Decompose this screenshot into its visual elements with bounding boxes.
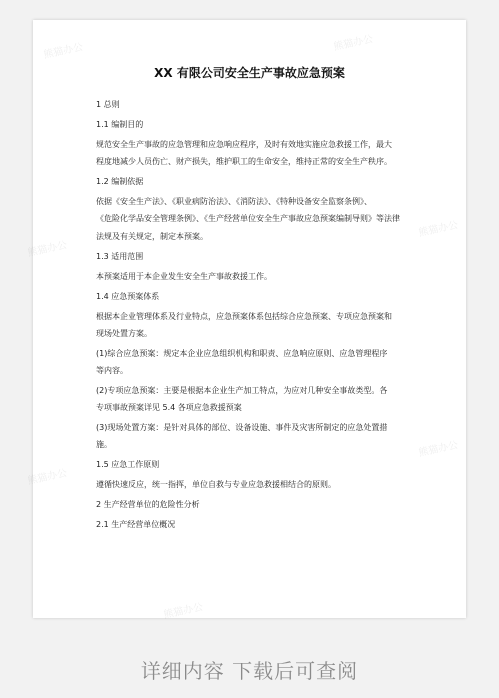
body-text: 法规及有关规定，制定本预案。: [96, 232, 208, 241]
body-text: 施。: [96, 440, 112, 449]
body-text: (3)现场处置方案：是针对具体的部位、设备设施、事件及灾害所制定的应急处置措: [96, 423, 388, 432]
section-heading: 1.1 编制目的: [96, 120, 144, 129]
watermark: 熊猫办公: [332, 33, 375, 53]
body-text: 《危险化学品安全管理条例》、《生产经营单位安全生产事故应急预案编制导则》等法律: [96, 214, 400, 223]
document-page: [26, 20, 466, 621]
body-text: 规范安全生产事故的应急管理和应急响应程序，及时有效地实施应急救援工作，最大: [96, 140, 392, 149]
document-title: XX 有限公司安全生产事故应急预案: [154, 66, 345, 80]
section-heading: 1.3 适用范围: [96, 252, 144, 261]
body-text: 专项事故预案详见 5.4 各项应急救援预案: [96, 403, 242, 412]
section-heading: 2 生产经营单位的危险性分析: [96, 500, 200, 509]
watermark: 熊猫办公: [26, 239, 69, 259]
watermark: 熊猫办公: [417, 219, 460, 239]
watermark: 熊猫办公: [162, 601, 205, 621]
section-heading: 1.5 应急工作原则: [96, 460, 160, 469]
section-heading: 1.4 应急预案体系: [96, 292, 160, 301]
section-heading: 2.1 生产经营单位概况: [96, 520, 176, 529]
watermark: 熊猫办公: [417, 439, 460, 459]
body-text: (1)综合应急预案：规定本企业应急组织机构和职责、应急响应原则、应急管理程序: [96, 349, 388, 358]
watermark: 熊猫办公: [42, 41, 85, 61]
body-text: 遵循快速反应，统一指挥，单位自救与专业应急救援相结合的原则。: [96, 480, 336, 489]
body-text: (2)专项应急预案：主要是根据本企业生产加工特点，为应对几种安全事故类型。各: [96, 386, 388, 395]
section-heading: 1 总则: [96, 100, 120, 109]
section-heading: 1.2 编制依据: [96, 177, 144, 186]
body-text: 现场处置方案。: [96, 329, 152, 338]
download-prompt: 详细内容 下载后可查阅: [140, 659, 359, 683]
body-text: 程度地减少人员伤亡、财产损失，维护职工的生命安全，维持正常的安全生产秩序。: [96, 157, 392, 166]
body-text: 本预案适用于本企业发生安全生产事故救援工作。: [96, 272, 272, 281]
body-text: 依据《安全生产法》、《职业病防治法》、《消防法》、《特种设备安全监察条例》、: [96, 197, 372, 206]
watermark: 熊猫办公: [26, 467, 69, 487]
body-text: 等内容。: [96, 366, 128, 375]
body-text: 根据本企业管理体系及行业特点，应急预案体系包括综合应急预案、专项应急预案和: [96, 312, 392, 321]
